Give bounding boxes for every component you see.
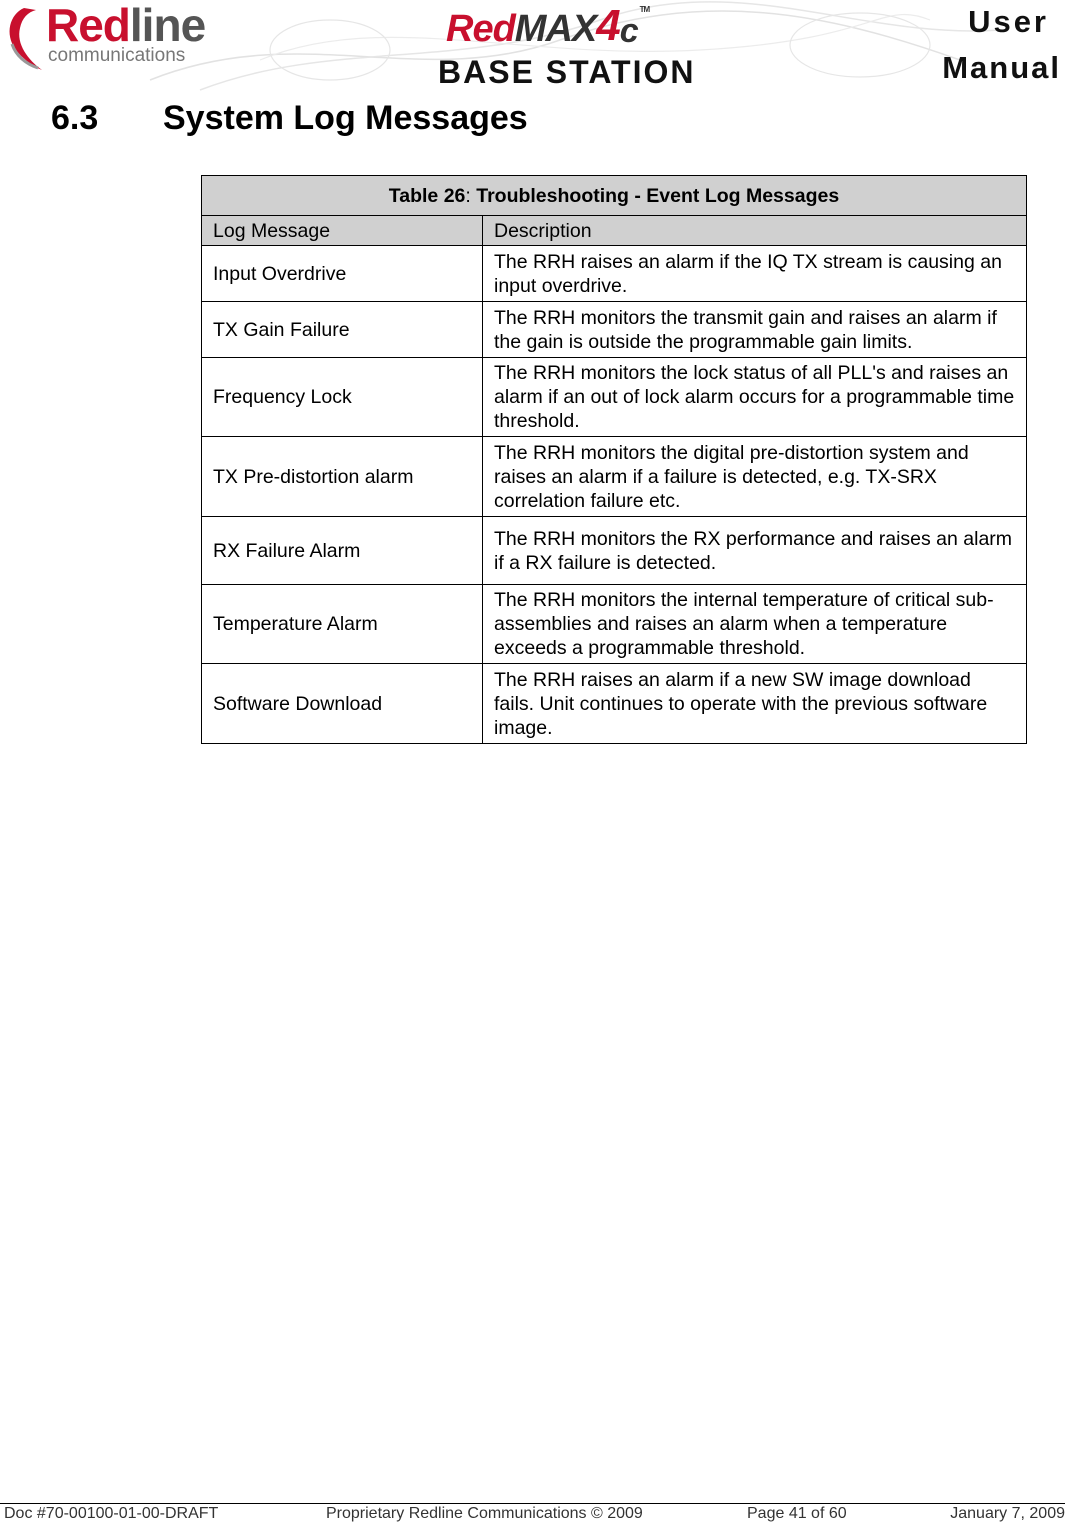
log-message-cell: TX Pre-distortion alarm	[202, 437, 483, 517]
section-title: System Log Messages	[163, 99, 528, 137]
column-header-log-message: Log Message	[202, 216, 483, 246]
table-header-row	[202, 216, 1027, 246]
table-row	[202, 437, 1027, 517]
footer-doc-number: Doc #70-00100-01-00-DRAFT	[4, 1505, 219, 1522]
section-number: 6.3	[51, 99, 99, 137]
description-cell: The RRH monitors the lock status of all PLL's and raises an alarm if an out of lock alarm occurs for a programmable time threshold.	[483, 358, 1027, 437]
log-message-cell: TX Gain Failure	[202, 302, 483, 358]
description-cell: The RRH raises an alarm if a new SW image download fails. Unit continues to operate with the previous software image.	[483, 664, 1027, 744]
table-row	[202, 585, 1027, 664]
redline-wordmark: Redline	[46, 0, 206, 51]
table-row	[202, 517, 1027, 585]
description-cell: The RRH monitors the RX performance and raises an alarm if a RX failure is detected.	[483, 517, 1027, 585]
log-message-cell: Software Download	[202, 664, 483, 744]
description-cell: The RRH monitors the digital pre-distortion system and raises an alarm if a failure is detected, e.g. TX-SRX correlation failure etc.	[483, 437, 1027, 517]
column-header-description: Description	[483, 216, 1027, 246]
redline-logo	[2, 2, 212, 74]
description-cell: The RRH raises an alarm if the IQ TX stream is causing an input overdrive.	[483, 246, 1027, 302]
log-message-cell: Frequency Lock	[202, 358, 483, 437]
page-header	[0, 0, 1065, 95]
event-log-messages-table	[201, 175, 1027, 744]
table-row	[202, 358, 1027, 437]
table-row	[202, 664, 1027, 744]
product-subtitle: BASE STATION	[438, 54, 696, 90]
footer-date: January 7, 2009	[950, 1505, 1065, 1522]
log-message-cell: RX Failure Alarm	[202, 517, 483, 585]
description-cell: The RRH monitors the transmit gain and raises an alarm if the gain is outside the programmable gain limits.	[483, 302, 1027, 358]
description-cell: The RRH monitors the internal temperature of critical sub-assemblies and raises an alarm when a temperature exceeds a programmable threshold.	[483, 585, 1027, 664]
doc-type-line-2: Manual	[942, 50, 1061, 85]
table-row	[202, 246, 1027, 302]
redline-communications-subtext: communications	[48, 45, 186, 66]
table-caption-title: Troubleshooting - Event Log Messages	[476, 184, 840, 207]
redline-swoosh-icon	[2, 4, 46, 74]
section-heading	[51, 100, 528, 137]
log-message-cell: Input Overdrive	[202, 246, 483, 302]
table-row	[202, 302, 1027, 358]
table-caption-separator: :	[465, 184, 477, 207]
log-message-cell: Temperature Alarm	[202, 585, 483, 664]
redmax-logo: Red MAX 4 c TM	[446, 1, 650, 50]
table-caption	[202, 176, 1027, 216]
table-caption-row	[202, 176, 1027, 216]
table-caption-label: Table 26	[388, 184, 466, 207]
doc-type-line-1: User	[968, 4, 1049, 39]
footer-page-number: Page 41 of 60	[747, 1505, 847, 1522]
footer-copyright: Proprietary Redline Communications © 2009	[326, 1505, 643, 1522]
footer-divider	[0, 1503, 1065, 1504]
